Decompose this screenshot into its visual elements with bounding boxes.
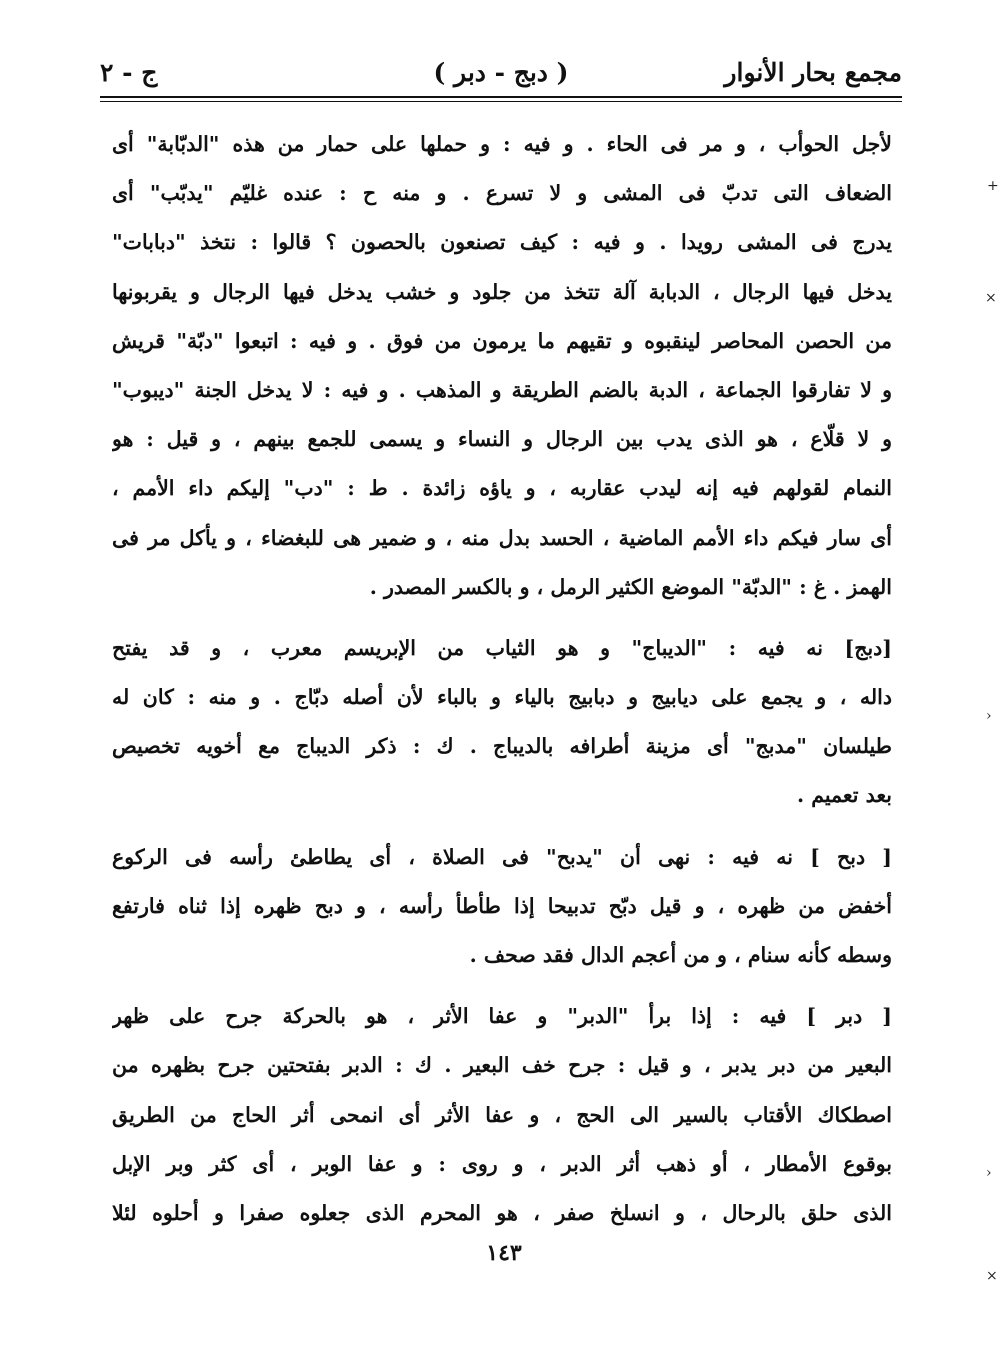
scan-mark: › bbox=[986, 708, 992, 724]
text-line: [دبج] نه فيه : "الديباج" و هو الثياب من الإبريسم معرب ، و قد يفتح bbox=[112, 635, 892, 660]
text-line: بوقوع الأمطار ، أو ذهب أثر الدبر ، و روى : و عفا الوبر ، أى كثر وبر الإبل bbox=[112, 1151, 892, 1176]
text-line: الذى حلق بالرحال ، و انسلخ صفر ، هو المحرم الذى جعلوه صفرا و أحلوه لئلا bbox=[112, 1200, 892, 1225]
scan-mark: × bbox=[985, 290, 997, 306]
text-line: [ دبح ] نه فيه : نهى أن "يدبح" فى الصلاة ، أى يطاطئ رأسه فى الركوع bbox=[112, 844, 892, 869]
header-rule bbox=[100, 96, 902, 98]
text-line: بعد تعميم . bbox=[796, 783, 892, 808]
paragraph-dabj bbox=[112, 624, 892, 821]
text-line: البعير من دبر يدبر ، و قيل : جرح خف البعير . ك : الدبر بفتحتين جرح بظهره من bbox=[112, 1053, 892, 1078]
running-header bbox=[100, 52, 902, 94]
page-body bbox=[112, 120, 892, 1238]
text-line: أى سار فيكم داء الأمم الماضية ، الحسد بدل منه ، و ضمير هى للبغضاء ، و يأكل مر فى bbox=[112, 525, 892, 550]
text-line: [ دبر ] فيه : إذا برأ "الدبر" و عفا الأثر ، هو بالحركة جرح على ظهر bbox=[112, 1004, 892, 1029]
paragraph-dabr bbox=[112, 992, 892, 1238]
book-title: مجمع بحار الأنوار bbox=[724, 58, 902, 87]
page-number: ١٤٣ bbox=[486, 1240, 522, 1266]
text-line: النمام لقولهم فيه إنه ليدب عقاربه ، و ياؤه زائدة . ط : "دب" إليكم داء الأمم ، bbox=[112, 476, 892, 501]
text-line: طيلسان "مدبج" أى مزينة أطرافه بالديباج . ك : ذكر الديباج مع أخويه تخصيص bbox=[112, 734, 892, 759]
volume-label: ج - ٢ bbox=[100, 58, 158, 87]
text-line: الضعاف التى تدبّ فى المشى و لا تسرع . و منه ح : عنده غليّم "يدبّب" أى bbox=[112, 181, 892, 206]
text-line: من الحصن المحاصر لينقبوه و تقيهم ما يرمون من فوق . و فيه : اتبعوا "دبّة" قريش bbox=[112, 328, 892, 353]
text-line: داله ، و يجمع على ديابيج و دبابيج بالياء و بالباء لأن أصله دبّاج . و منه : كان له bbox=[112, 685, 892, 710]
paragraph-dabh bbox=[112, 833, 892, 981]
scan-mark: × bbox=[986, 1268, 998, 1284]
text-line: اصطكاك الأقتاب بالسير الى الحج ، و عفا الأثر أى انمحى أثر الحاج من الطريق bbox=[112, 1102, 892, 1127]
scan-mark: › bbox=[986, 1165, 992, 1181]
paragraph-dabb bbox=[112, 120, 892, 612]
text-line: أخفض من ظهره ، و قيل دبّح تدبيحا إذا طأطأ رأسه ، و دبح ظهره إذا ثناه فارتفع bbox=[112, 893, 892, 918]
text-line: و لا تفارقوا الجماعة ، الدبة بالضم الطريقة و المذهب . و فيه : لا يدخل الجنة "ديبوب" bbox=[112, 377, 892, 402]
text-line: وسطه كأنه سنام ، و من أعجم الدال فقد صحف . bbox=[469, 943, 892, 967]
scan-mark: + bbox=[987, 178, 999, 194]
entry-range: ( دبج - دبر ) bbox=[433, 58, 569, 87]
text-line: و لا قلّاع ، هو الذى يدب بين الرجال و النساء و يسمى للجمع بينهم ، و قيل : هو bbox=[112, 427, 892, 452]
text-line: يدخل فيها الرجال ، الدبابة آلة تتخذ من جلود و خشب يدخل فيها الرجال و يقربونها bbox=[112, 279, 892, 304]
text-line: الهمز . غ : "الدبّة" الموضع الكثير الرمل ، و بالكسر المصدر . bbox=[369, 574, 892, 599]
text-line: لأجل الحوأب ، و مر فى الحاء . و فيه : و حملها على حمار من هذه "الدبّابة" أى bbox=[112, 132, 892, 156]
text-line: يدرج فى المشى رويدا . و فيه : كيف تصنعون بالحصون ؟ قالوا : نتخذ "دبابات" bbox=[112, 230, 892, 255]
header-rule-thin bbox=[100, 101, 902, 102]
